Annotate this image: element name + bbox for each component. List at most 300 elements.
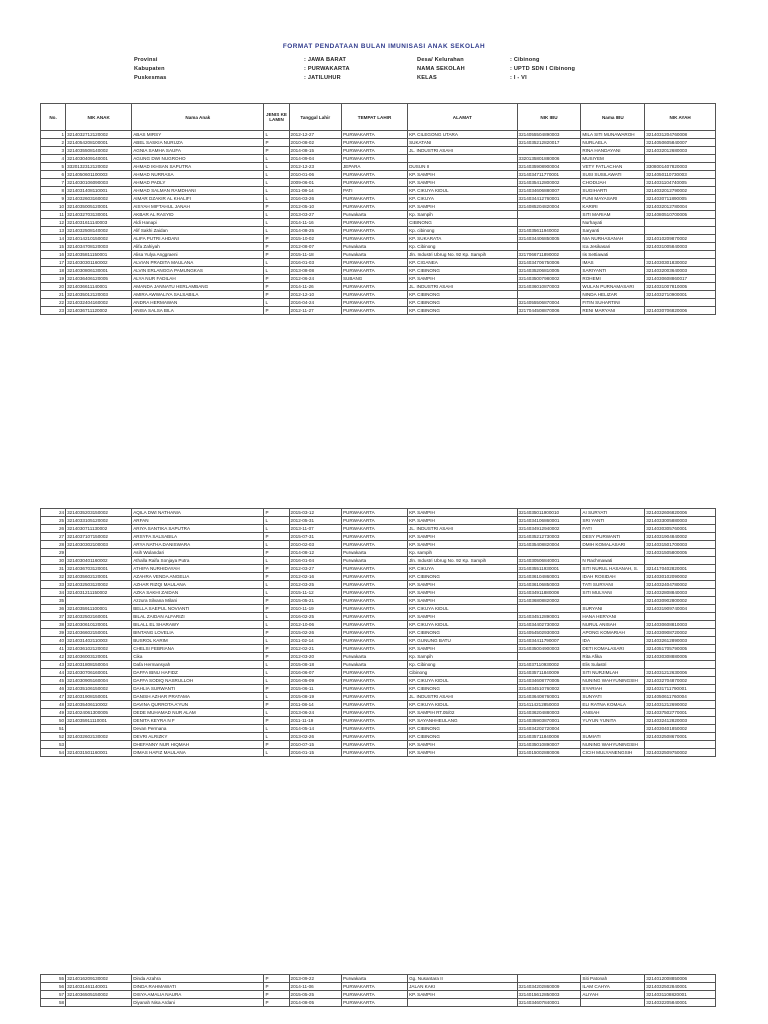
cell-alamat: KP. SAMPIH — [408, 171, 517, 179]
cell-no: 5 — [41, 163, 66, 171]
cell-nama-anak: DINDA RAHMAWATI — [132, 983, 264, 991]
cell-nik-anak: 3214035005120001 — [66, 203, 132, 211]
cell-nama-ibu: ELI RATNA KOMALA — [581, 701, 645, 709]
cell-tempat-lahir: Purwakarta — [341, 975, 407, 983]
cell-nama-anak: BILALL EL SHARAWY — [132, 621, 264, 629]
cell-nama-ibu: NIA NURHASANAH — [581, 235, 645, 243]
cell-nama-anak: ALYA NUR FADILAH — [132, 275, 264, 283]
cell-alamat: KP. CIBINONG — [408, 725, 517, 733]
header-alamat: ALAMAT — [408, 104, 517, 131]
cell-nik-anak: 3214035811150001 — [66, 251, 132, 259]
cell-nama-anak: ANISA SALSA BILA — [132, 307, 264, 315]
cell-jenis-kelamin: P — [264, 243, 289, 251]
cell-alamat: KP. SAMPIH — [408, 581, 517, 589]
cell-alamat: SUKATANI — [408, 139, 517, 147]
cell-tanggal-lahir: 2014-09-04 — [289, 155, 341, 163]
cell-tempat-lahir: PURWAKARTA — [341, 267, 407, 275]
table-row — [41, 983, 716, 991]
cell-no: 22 — [41, 299, 66, 307]
cell-nama-anak: DAFFA SODIQ NASRULLOH — [132, 677, 264, 685]
cell-alamat: DUSUN II — [408, 163, 517, 171]
cell-nik-anak: 3214054208100001 — [66, 139, 132, 147]
cell-nik-ibu — [517, 653, 581, 661]
cell-nama-ibu: HANA HERYANI — [581, 613, 645, 621]
cell-jenis-kelamin: P — [264, 653, 289, 661]
cell-nik-ayah: 3214033005880003 — [645, 517, 716, 525]
cell-alamat: KP. SAMPIH — [408, 749, 517, 757]
cell-tempat-lahir: PURWAKARTA — [341, 283, 407, 291]
cell-tempat-lahir: PURWAKARTA — [341, 541, 407, 549]
cell-nama-ibu — [581, 549, 645, 557]
cell-tanggal-lahir: 2015-11-18 — [289, 251, 341, 259]
meta-value: : I - VI — [510, 75, 527, 81]
cell-alamat: KP. CIKUYA — [408, 565, 517, 573]
cell-nama-anak: DISYA AMALIA NAURA — [132, 991, 264, 999]
cell-nama-anak: CHELSI FEBRIANA — [132, 645, 264, 653]
cell-nama-anak: Diyanah Nisa Ardani — [132, 999, 264, 1007]
cell-tanggal-lahir: 2010-11-19 — [289, 605, 341, 613]
cell-tempat-lahir: PURWAKARTA — [341, 525, 407, 533]
cell-tanggal-lahir: 2009-06-01 — [289, 179, 341, 187]
cell-nik-anak: 3214031402110003 — [66, 637, 132, 645]
cell-jenis-kelamin: L — [264, 155, 289, 163]
table-row — [41, 227, 716, 235]
cell-nik-ayah — [645, 613, 716, 621]
cell-tanggal-lahir: 2015-08-19 — [289, 693, 341, 701]
cell-jenis-kelamin: L — [264, 749, 289, 757]
cell-nama-anak: Devan Permana — [132, 725, 264, 733]
cell-nik-anak — [66, 549, 132, 557]
cell-jenis-kelamin: L — [264, 131, 289, 139]
cell-tempat-lahir: PURWAKARTA — [341, 645, 407, 653]
cell-nik-ibu: 3214034106860001 — [517, 517, 581, 525]
cell-nama-ibu: NURLAELA — [581, 139, 645, 147]
cell-nama-anak: Aldi Hanapi — [132, 219, 264, 227]
cell-nama-ibu: MUSIYEM — [581, 155, 645, 163]
cell-nama-ibu — [581, 597, 645, 605]
cell-nama-anak: Alif Sakhi Zaidan — [132, 227, 264, 235]
cell-tempat-lahir: PURWAKARTA — [341, 131, 407, 139]
cell-nama-ibu: RENI MARYANI — [581, 307, 645, 315]
table-row — [41, 975, 716, 983]
cell-no: 13 — [41, 227, 66, 235]
meta-left-values — [304, 56, 350, 83]
cell-nik-anak: 3214032503120002 — [66, 581, 132, 589]
cell-tanggal-lahir: 2016-01-04 — [289, 557, 341, 565]
cell-nik-ibu: 3214034510760002 — [517, 685, 581, 693]
cell-nik-ibu: 3217066711890002 — [517, 251, 581, 259]
cell-nik-anak: 3214032703130001 — [66, 211, 132, 219]
table-row — [41, 259, 716, 267]
cell-nama-ibu: FITIN SUHARTINI — [581, 299, 645, 307]
cell-jenis-kelamin: L — [264, 669, 289, 677]
table-row — [41, 251, 716, 259]
cell-nama-ibu — [581, 999, 645, 1007]
cell-tempat-lahir: PURWAKARTA — [341, 179, 407, 187]
cell-tempat-lahir: PURWAKARTA — [341, 155, 407, 163]
cell-nama-ibu: IDAH ROSIDAH — [581, 573, 645, 581]
cell-nama-anak: DANISH AZHAR PRATAMA — [132, 693, 264, 701]
cell-nik-ibu: 3214034406850005 — [517, 235, 581, 243]
cell-alamat: Kp. sampih — [408, 549, 517, 557]
cell-jenis-kelamin: L — [264, 227, 289, 235]
table-row — [41, 621, 716, 629]
table-row — [41, 163, 716, 171]
cell-alamat: KP. SAMPIH — [408, 991, 517, 999]
cell-nik-anak: 3214036711120002 — [66, 307, 132, 315]
meta-value: : JATILUHUR — [304, 75, 341, 81]
cell-nik-ayah — [645, 661, 716, 669]
cell-nama-ibu: SITI MARIAM — [581, 211, 645, 219]
cell-nik-ibu: 3214036408760001 — [517, 693, 581, 701]
cell-tempat-lahir: PURWAKARTA — [341, 533, 407, 541]
cell-alamat: KP. SAMPIH — [408, 203, 517, 211]
cell-tanggal-lahir: 2016-02-25 — [289, 613, 341, 621]
cell-jenis-kelamin: P — [264, 203, 289, 211]
cell-nama-ibu — [581, 725, 645, 733]
cell-no: 49 — [41, 709, 66, 717]
table-row — [41, 541, 716, 549]
cell-nik-ibu: 3214037110930002 — [517, 661, 581, 669]
cell-nama-anak: BUSROL KARIM — [132, 637, 264, 645]
cell-nik-ayah: 3214032404780002 — [645, 581, 716, 589]
cell-jenis-kelamin: L — [264, 187, 289, 195]
cell-nik-anak: 3214030706160001 — [66, 669, 132, 677]
cell-nama-anak: AHMAD SALMAN RAMDHANI — [132, 187, 264, 195]
cell-tempat-lahir: PURWAKARTA — [341, 701, 407, 709]
cell-nik-ibu: 3214036204880003 — [517, 709, 581, 717]
table-row — [41, 219, 716, 227]
cell-nama-ibu: Elis Sulastri — [581, 661, 645, 669]
meta-label: NAMA SEKOLAH — [417, 66, 465, 72]
cell-nama-ibu: SYARIAH — [581, 685, 645, 693]
cell-nik-ayah: 3214032012780004 — [645, 203, 716, 211]
cell-alamat: KP. SUKARATA — [408, 235, 517, 243]
table-row — [41, 605, 716, 613]
cell-nik-ibu: 3214015002880006 — [517, 749, 581, 757]
cell-nama-ibu: NUNING WAHYUNINGSIH — [581, 677, 645, 685]
cell-nik-ayah: 3214030706820006 — [645, 307, 716, 315]
cell-tempat-lahir: PURWAKARTA — [341, 621, 407, 629]
cell-jenis-kelamin: L — [264, 211, 289, 219]
cell-nik-anak: 3214032404160002 — [66, 299, 132, 307]
cell-jenis-kelamin: L — [264, 693, 289, 701]
cell-nik-ayah: 3214030908720002 — [645, 629, 716, 637]
cell-nama-anak: Cika — [132, 653, 264, 661]
cell-alamat — [408, 155, 517, 163]
cell-no: 14 — [41, 235, 66, 243]
cell-nik-anak: 3214035911100001 — [66, 605, 132, 613]
cell-tempat-lahir: PURWAKARTA — [341, 605, 407, 613]
cell-jenis-kelamin: P — [264, 139, 289, 147]
cell-tempat-lahir: SUBANG — [341, 275, 407, 283]
cell-nik-anak: 3214030905160004 — [66, 677, 132, 685]
cell-nik-ayah: 3214031104740005 — [645, 179, 716, 187]
cell-nama-anak: AMANDA JANNATU HERLAMBANG — [132, 283, 264, 291]
cell-tanggal-lahir: 2015-11-12 — [289, 589, 341, 597]
cell-nama-ibu: SUMIATI — [581, 733, 645, 741]
cell-nama-anak: Dinda Azahra — [132, 975, 264, 983]
cell-nik-ayah: 3214030308880005 — [645, 653, 716, 661]
header-nik-ibu: NIK IBU — [517, 104, 581, 131]
table-row — [41, 195, 716, 203]
cell-tempat-lahir: PURWAKARTA — [341, 613, 407, 621]
cell-tempat-lahir: PURWAKARTA — [341, 629, 407, 637]
cell-nik-ayah — [645, 155, 716, 163]
cell-no: 57 — [41, 991, 66, 999]
cell-nik-ibu: 3214035903870001 — [517, 717, 581, 725]
cell-alamat: KP. CILEGONG UTARA — [408, 131, 517, 139]
cell-nik-ayah: 3214037502770001 — [645, 709, 716, 717]
cell-no: 25 — [41, 517, 66, 525]
cell-tanggal-lahir: 2014-11-06 — [289, 983, 341, 991]
cell-tempat-lahir: PURWAKARTA — [341, 589, 407, 597]
cell-nama-anak: AZKA SAKHI ZAIDAN — [132, 589, 264, 597]
table-section-2 — [40, 508, 768, 881]
cell-jenis-kelamin: P — [264, 235, 289, 243]
cell-tanggal-lahir: 2012-05-10 — [289, 203, 341, 211]
table-row — [41, 267, 716, 275]
table-row — [41, 283, 716, 291]
cell-alamat: KP. SAMPIH — [408, 533, 517, 541]
cell-jenis-kelamin: L — [264, 621, 289, 629]
cell-no: 15 — [41, 243, 66, 251]
cell-tanggal-lahir: 2015-07-31 — [289, 533, 341, 541]
cell-nama-ibu: ANISAH — [581, 709, 645, 717]
meta-value: : UPTD SDN I Cibinong — [510, 66, 576, 72]
cell-tanggal-lahir: 2010-07-15 — [289, 741, 341, 749]
cell-nik-anak: 3214031211150002 — [66, 589, 132, 597]
cell-alamat: Kp. Sampih — [408, 653, 517, 661]
cell-nik-ibu: 3214035004900003 — [517, 645, 581, 653]
cell-nik-ayah: 3214032502840001 — [645, 983, 716, 991]
table-row — [41, 549, 716, 557]
cell-nama-ibu: Ica Jesikasari — [581, 243, 645, 251]
cell-no: 33 — [41, 581, 66, 589]
cell-tempat-lahir: PURWAKARTA — [341, 291, 407, 299]
cell-nik-ibu: 3214055504890003 — [517, 131, 581, 139]
cell-tanggal-lahir: 2015-05-25 — [289, 991, 341, 999]
table-row — [41, 517, 716, 525]
cell-nik-ayah: 3214032710900001 — [645, 291, 716, 299]
cell-nik-anak: 3214036406120005 — [66, 275, 132, 283]
cell-alamat: Cibinong — [408, 669, 517, 677]
cell-nik-ibu: 3214034607840001 — [517, 999, 581, 1007]
cell-tanggal-lahir: 2014-08-05 — [289, 999, 341, 1007]
cell-nik-ayah — [645, 741, 716, 749]
cell-no: 2 — [41, 139, 66, 147]
cell-alamat: Jln. Industri Ubrug No. 92 Kp. Sampih — [408, 557, 517, 565]
cell-nama-anak: BELLA SAEPUL NOVIANTI — [132, 605, 264, 613]
meta-value: : JAWA BARAT — [304, 57, 347, 63]
cell-jenis-kelamin: L — [264, 581, 289, 589]
cell-tanggal-lahir: 2012-03-20 — [289, 653, 341, 661]
cell-nik-ayah — [645, 251, 716, 259]
meta-label: Desa/ Kelurahan — [417, 57, 464, 63]
cell-nik-ayah: 3214030305760001 — [645, 525, 716, 533]
cell-nama-anak: ALVIN ERLANGGA PAMUNGKAS — [132, 267, 264, 275]
cell-tanggal-lahir: 2010-01-06 — [289, 171, 341, 179]
cell-nik-ayah: 3214030902800002 — [645, 597, 716, 605]
cell-alamat: KP. SAMPIH — [408, 517, 517, 525]
cell-tanggal-lahir: 2012-02-21 — [289, 645, 341, 653]
cell-no: 40 — [41, 637, 66, 645]
cell-alamat: KP. SAYANHHEULANG — [408, 717, 517, 725]
cell-jenis-kelamin: P — [264, 597, 289, 605]
table-row — [41, 243, 716, 251]
cell-nik-ayah: 3214031212630006 — [645, 669, 716, 677]
cell-nik-anak: 3214014210150002 — [66, 235, 132, 243]
cell-tanggal-lahir: 2011-08-14 — [289, 187, 341, 195]
cell-nama-anak: DEDE MUHAMAD NUR ALAM — [132, 709, 264, 717]
cell-tanggal-lahir: 2013-02-26 — [289, 733, 341, 741]
cell-no: 27 — [41, 533, 66, 541]
cell-nama-anak: AMIRA AWWALIYA SALSABILA — [132, 291, 264, 299]
cell-nik-ibu: 3214035408820004 — [517, 541, 581, 549]
cell-nik-ayah: 3214051705790005 — [645, 645, 716, 653]
cell-nik-anak — [66, 999, 132, 1007]
cell-jenis-kelamin: L — [264, 709, 289, 717]
cell-alamat: KP. CIKUYA KIDUL — [408, 677, 517, 685]
table-row — [41, 557, 716, 565]
cell-no: 37 — [41, 613, 66, 621]
cell-tanggal-lahir: 2015-08-18 — [289, 661, 341, 669]
cell-tempat-lahir: PURWAKARTA — [341, 565, 407, 573]
cell-tanggal-lahir: 2014-05-14 — [289, 725, 341, 733]
cell-tempat-lahir: PURWAKARTA — [341, 685, 407, 693]
cell-nama-anak: Dafa Hermansyah — [132, 661, 264, 669]
cell-nik-ayah: 3214032606820006 — [645, 509, 716, 517]
cell-nik-ibu: 3214034608770005 — [517, 677, 581, 685]
cell-nik-ibu — [517, 243, 581, 251]
table-row — [41, 187, 716, 195]
table-row — [41, 131, 716, 139]
cell-nik-ibu: 3214034202860009 — [517, 983, 581, 991]
cell-jenis-kelamin: P — [264, 251, 289, 259]
cell-nik-anak: 3214032602130002 — [66, 733, 132, 741]
cell-nama-ibu: RINA HANDAYANI — [581, 147, 645, 155]
cell-no: 54 — [41, 749, 66, 757]
cell-nik-anak: 3214030106090003 — [66, 179, 132, 187]
cell-no: 4 — [41, 155, 66, 163]
cell-nama-anak: Asih Wulandari — [132, 549, 264, 557]
cell-nik-ibu: 3214035711840008 — [517, 733, 581, 741]
cell-nama-ibu: APONG KOMARIAH — [581, 629, 645, 637]
cell-nama-anak: AZAHRA VENDA ANGELIA — [132, 573, 264, 581]
cell-alamat: KP. CIKUYA KIDUL — [408, 701, 517, 709]
cell-nik-ayah: 3214032012790002 — [645, 187, 716, 195]
cell-nik-ibu — [517, 211, 581, 219]
cell-alamat: Kp. Sampih — [408, 211, 517, 219]
cell-alamat: KP. CIBINONG — [408, 291, 517, 299]
cell-alamat: KP. SAMPIH — [408, 275, 517, 283]
cell-nik-ayah — [645, 557, 716, 565]
cell-tempat-lahir: PURWAKARTA — [341, 195, 407, 203]
cell-tempat-lahir: PURWAKARTA — [341, 203, 407, 211]
cell-nik-ayah: 3214030608860017 — [645, 275, 716, 283]
cell-nama-anak: ARYA NATHA DANISWARA — [132, 541, 264, 549]
table-row — [41, 717, 716, 725]
cell-tempat-lahir: PURWAKARTA — [341, 219, 407, 227]
cell-nik-ayah: 3214031909740004 — [645, 605, 716, 613]
cell-nama-anak: AGUNG DWI NUGROHO — [132, 155, 264, 163]
cell-nik-ibu: 3214035212820017 — [517, 139, 581, 147]
cell-nama-ibu: DETI KOMALASARI — [581, 645, 645, 653]
cell-nik-ayah: 3214031212690002 — [645, 701, 716, 709]
cell-no: 32 — [41, 573, 66, 581]
cell-jenis-kelamin: P — [264, 533, 289, 541]
cell-tempat-lahir: PURWAKARTA — [341, 227, 407, 235]
cell-alamat: KP. SAMPIH — [408, 597, 517, 605]
cell-jenis-kelamin: P — [264, 509, 289, 517]
cell-nik-ayah: 3214050110730003 — [645, 171, 716, 179]
table-row — [41, 581, 716, 589]
cell-tanggal-lahir: 2012-08-07 — [289, 243, 341, 251]
cell-nik-ibu: 3214034512890001 — [517, 613, 581, 621]
cell-tempat-lahir: PURWAKARTA — [341, 999, 407, 1007]
cell-nama-ibu: NUNING WAHYUNINGSIH — [581, 741, 645, 749]
cell-alamat: JL. INDUSTRI ASAHI — [408, 525, 517, 533]
cell-tanggal-lahir: 2013-03-27 — [289, 211, 341, 219]
cell-tanggal-lahir: 2015-02-26 — [289, 629, 341, 637]
cell-nik-ayah: 3214031505800005 — [645, 549, 716, 557]
meta-label: KELAS — [417, 75, 437, 81]
cell-nama-anak: Azzura Silvana Milani — [132, 597, 264, 605]
cell-jenis-kelamin: L — [264, 661, 289, 669]
cell-jenis-kelamin: P — [264, 999, 289, 1007]
cell-no: 28 — [41, 541, 66, 549]
cell-jenis-kelamin: P — [264, 283, 289, 291]
cell-tanggal-lahir: 2015-10-02 — [289, 235, 341, 243]
cell-no: 11 — [41, 211, 66, 219]
table-row — [41, 741, 716, 749]
cell-no: 53 — [41, 741, 66, 749]
table-row — [41, 275, 716, 283]
cell-jenis-kelamin: L — [264, 219, 289, 227]
cell-nama-ibu: TATI SURYANI — [581, 581, 645, 589]
cell-nama-anak: DAVINA QURROTA A'YUN — [132, 701, 264, 709]
header-nama-anak: Nama Anak — [132, 104, 264, 131]
cell-nama-ibu: FUNI MAYASARI — [581, 195, 645, 203]
cell-alamat: KP. CIBINONG — [408, 267, 517, 275]
cell-nik-anak: 3214032603160002 — [66, 195, 132, 203]
header-tempat-lahir: TEMPAT LAHIR — [341, 104, 407, 131]
cell-tempat-lahir: PURWAKARTA — [341, 991, 407, 999]
cell-no: 39 — [41, 629, 66, 637]
table-row — [41, 597, 716, 605]
cell-tempat-lahir: PURWAKARTA — [341, 741, 407, 749]
cell-tempat-lahir: Purwakarta — [341, 251, 407, 259]
cell-nik-ayah: 3214030301830002 — [645, 259, 716, 267]
cell-jenis-kelamin: P — [264, 605, 289, 613]
cell-nama-ibu: NURUL ANISAH — [581, 621, 645, 629]
cell-nik-ibu: 3214015612850003 — [517, 991, 581, 999]
cell-no: 46 — [41, 685, 66, 693]
cell-nik-ibu: 3214085204820004 — [517, 203, 581, 211]
cell-nik-anak: 3214032502160001 — [66, 613, 132, 621]
cell-nama-ibu: SRI YANTI — [581, 517, 645, 525]
cell-nik-ayah: 3214030711890005 — [645, 195, 716, 203]
table-row — [41, 661, 716, 669]
table-row — [41, 509, 716, 517]
cell-tempat-lahir: PURWAKARTA — [341, 637, 407, 645]
table-row — [41, 629, 716, 637]
cell-nik-ibu: 3214035908900004 — [517, 163, 581, 171]
cell-tempat-lahir: PURWAKARTA — [341, 709, 407, 717]
cell-nik-anak: 3214035106150002 — [66, 685, 132, 693]
cell-alamat: KP. SAMPIH — [408, 179, 517, 187]
cell-alamat: KP. CIGANEA — [408, 259, 517, 267]
